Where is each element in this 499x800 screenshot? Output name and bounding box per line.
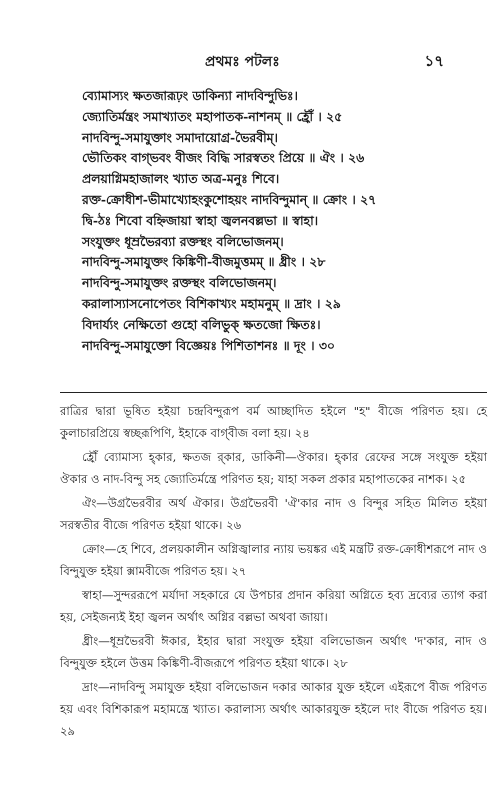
verse-line: সংযুক্তং ধূম্রভৈরব্যা রক্তস্থং বলিভোজনম্‌। xyxy=(82,233,284,249)
commentary-paragraph: হ্রৌঁ ব্যোমাস্য হ্‌কার, ক্ষতজ র্‌কার, ডাকিনী—ঔকার। হ্‌কার রেফের সঙ্গে সংযুক্ত হইয়া ঔকার ও নাদ-বিন্দু সহ জ্যোতির্মন্ত্রে পরিণত হয়; যাহা সকল প্রকার মহাপাতকের নাশক। ২৫ xyxy=(60,450,487,486)
commentary-paragraph: ঐং—উগ্রভৈরবীর অর্থ ঐকার। উগ্রভৈরবী 'ঐ'কার নাদ ও বিন্দুর সহিত মিলিত হইয়া সরস্বতীর বীজে পরিণত হইয়া থাকে। ২৬ xyxy=(60,496,487,532)
verse-line: নাদবিন্দু-সমাযুক্তং কিঙ্কিণী-বীজমুত্তমম্‌ ॥ ধ্রীং । ২৮ xyxy=(82,254,326,270)
section-divider xyxy=(60,392,487,393)
verse-line: বিদার্য্যং নেক্ষিতো গুহো বলিভুক্‌ ক্ষতজো ক্ষিতঃ। xyxy=(82,316,321,332)
page-header xyxy=(0,50,499,72)
verse-line: করালাস্যাসনোপেতং বিশিকাখ্যং মহামনুম্‌ ॥ দ্রাং । ২৯ xyxy=(82,295,341,311)
verse-line: ভৌতিকং বাগ্‌ভবং বীজং বিদ্ধি সারস্বতং প্রিয়ে ॥ ঐং । ২৬ xyxy=(82,150,365,166)
verse-line: রক্ত-ক্রোধীশ-ভীমাখ্যোহংকুশোহয়ং নাদবিন্দুমান্‌ ॥ ক্রোং । ২৭ xyxy=(82,191,377,207)
commentary-paragraph: ক্রোং—হে শিবে, প্রলয়কালীন অগ্নিজ্বালার ন্যায় ভয়ঙ্কর এই মন্ত্রটি রক্ত-ক্রোধীশরূপে নাদ ও বিন্দুযুক্ত হইয়া ক্সামবীজে পরিণত হয়। ২৭ xyxy=(60,542,487,578)
verse-line: নাদবিন্দু-সমাযুক্তো বিজ্ঞেয়ঃ পিশিতাশনঃ ॥ দূং । ৩০ xyxy=(82,337,335,353)
verse-line: জ্যোতির্মন্ত্রং সমাখ্যাতং মহাপাতক-নাশনম্‌ ॥ হ্রৌঁ । ২৫ xyxy=(82,108,343,124)
verse-line: নাদবিন্দু-সমাযুক্তং রক্তস্থং বলিভোজনম্‌। xyxy=(82,275,277,291)
bengali-commentary xyxy=(60,400,487,744)
commentary-paragraph: ধ্রীং—ধূম্রভৈরবী ঈকার, ইহার দ্বারা সংযুক্ত হইয়া বলিভোজন অর্থাৎ 'দ'কার, নাদ ও বিন্দুযুক্ত হইলে উত্তম কিঙ্কিণী-বীজরূপে পরিণত হইয়া থাকে। ২৮ xyxy=(60,634,487,670)
verse-line: প্রলয়াগ্নিমহাজালং খ্যাত অত্র-মনুঃ শিবে। xyxy=(82,171,280,187)
verse-line: দ্বি-ঠঃ শিবো বহ্নিজায়া স্বাহা জ্বলনবল্লভা ॥ স্বাহা। xyxy=(82,212,319,228)
page-number: ১৭ xyxy=(424,52,444,70)
sanskrit-verses xyxy=(82,86,482,356)
chapter-title: প্রথমঃ পটলঃ xyxy=(205,54,280,70)
verse-line: ব্যোমাস্যং ক্ষতজারূঢ়ং ডাকিন্যা নাদবিন্দুভিঃ। xyxy=(82,88,298,103)
commentary-paragraph: দ্রাং—নাদবিন্দু সমাযুক্ত হইয়া বলিভোজন দকার আকার যুক্ত হইলে এইরূপে বীজ পরিণত হয় এবং বিশিকারূপ মহামন্ত্রে খ্যাত। করালাস্য অর্থাৎ আকারযুক্ত হইলে দাং বীজে পরিণত হয়। ২৯ xyxy=(60,680,487,738)
commentary-paragraph: রাত্রির দ্বারা ভূষিত হইয়া চন্দ্রবিন্দুরূপ বর্ম আচ্ছাদিত হইলে "হ" বীজে পরিণত হয়। হে কুলাচারপ্রিয়ে স্বচ্ছরূপিণি, ইহাকে বাগ্‌বীজ বলা হয়। ২৪ xyxy=(60,404,487,440)
verse-line: নাদবিন্দু-সমাযুক্তাং সমাদায়োগ্র-ভৈরবীম্‌। xyxy=(82,129,278,145)
commentary-paragraph: স্বাহা—সুন্দররূপে মর্যাদা সহকারে যে উপচার প্রদান করিয়া অগ্নিতে হব্য দ্রব্যের ত্যাগ করা হয়, সেইজন্যই ইহা জ্বলন অর্থাৎ অগ্নির বল্লভা অথবা জায়া। xyxy=(60,588,487,624)
